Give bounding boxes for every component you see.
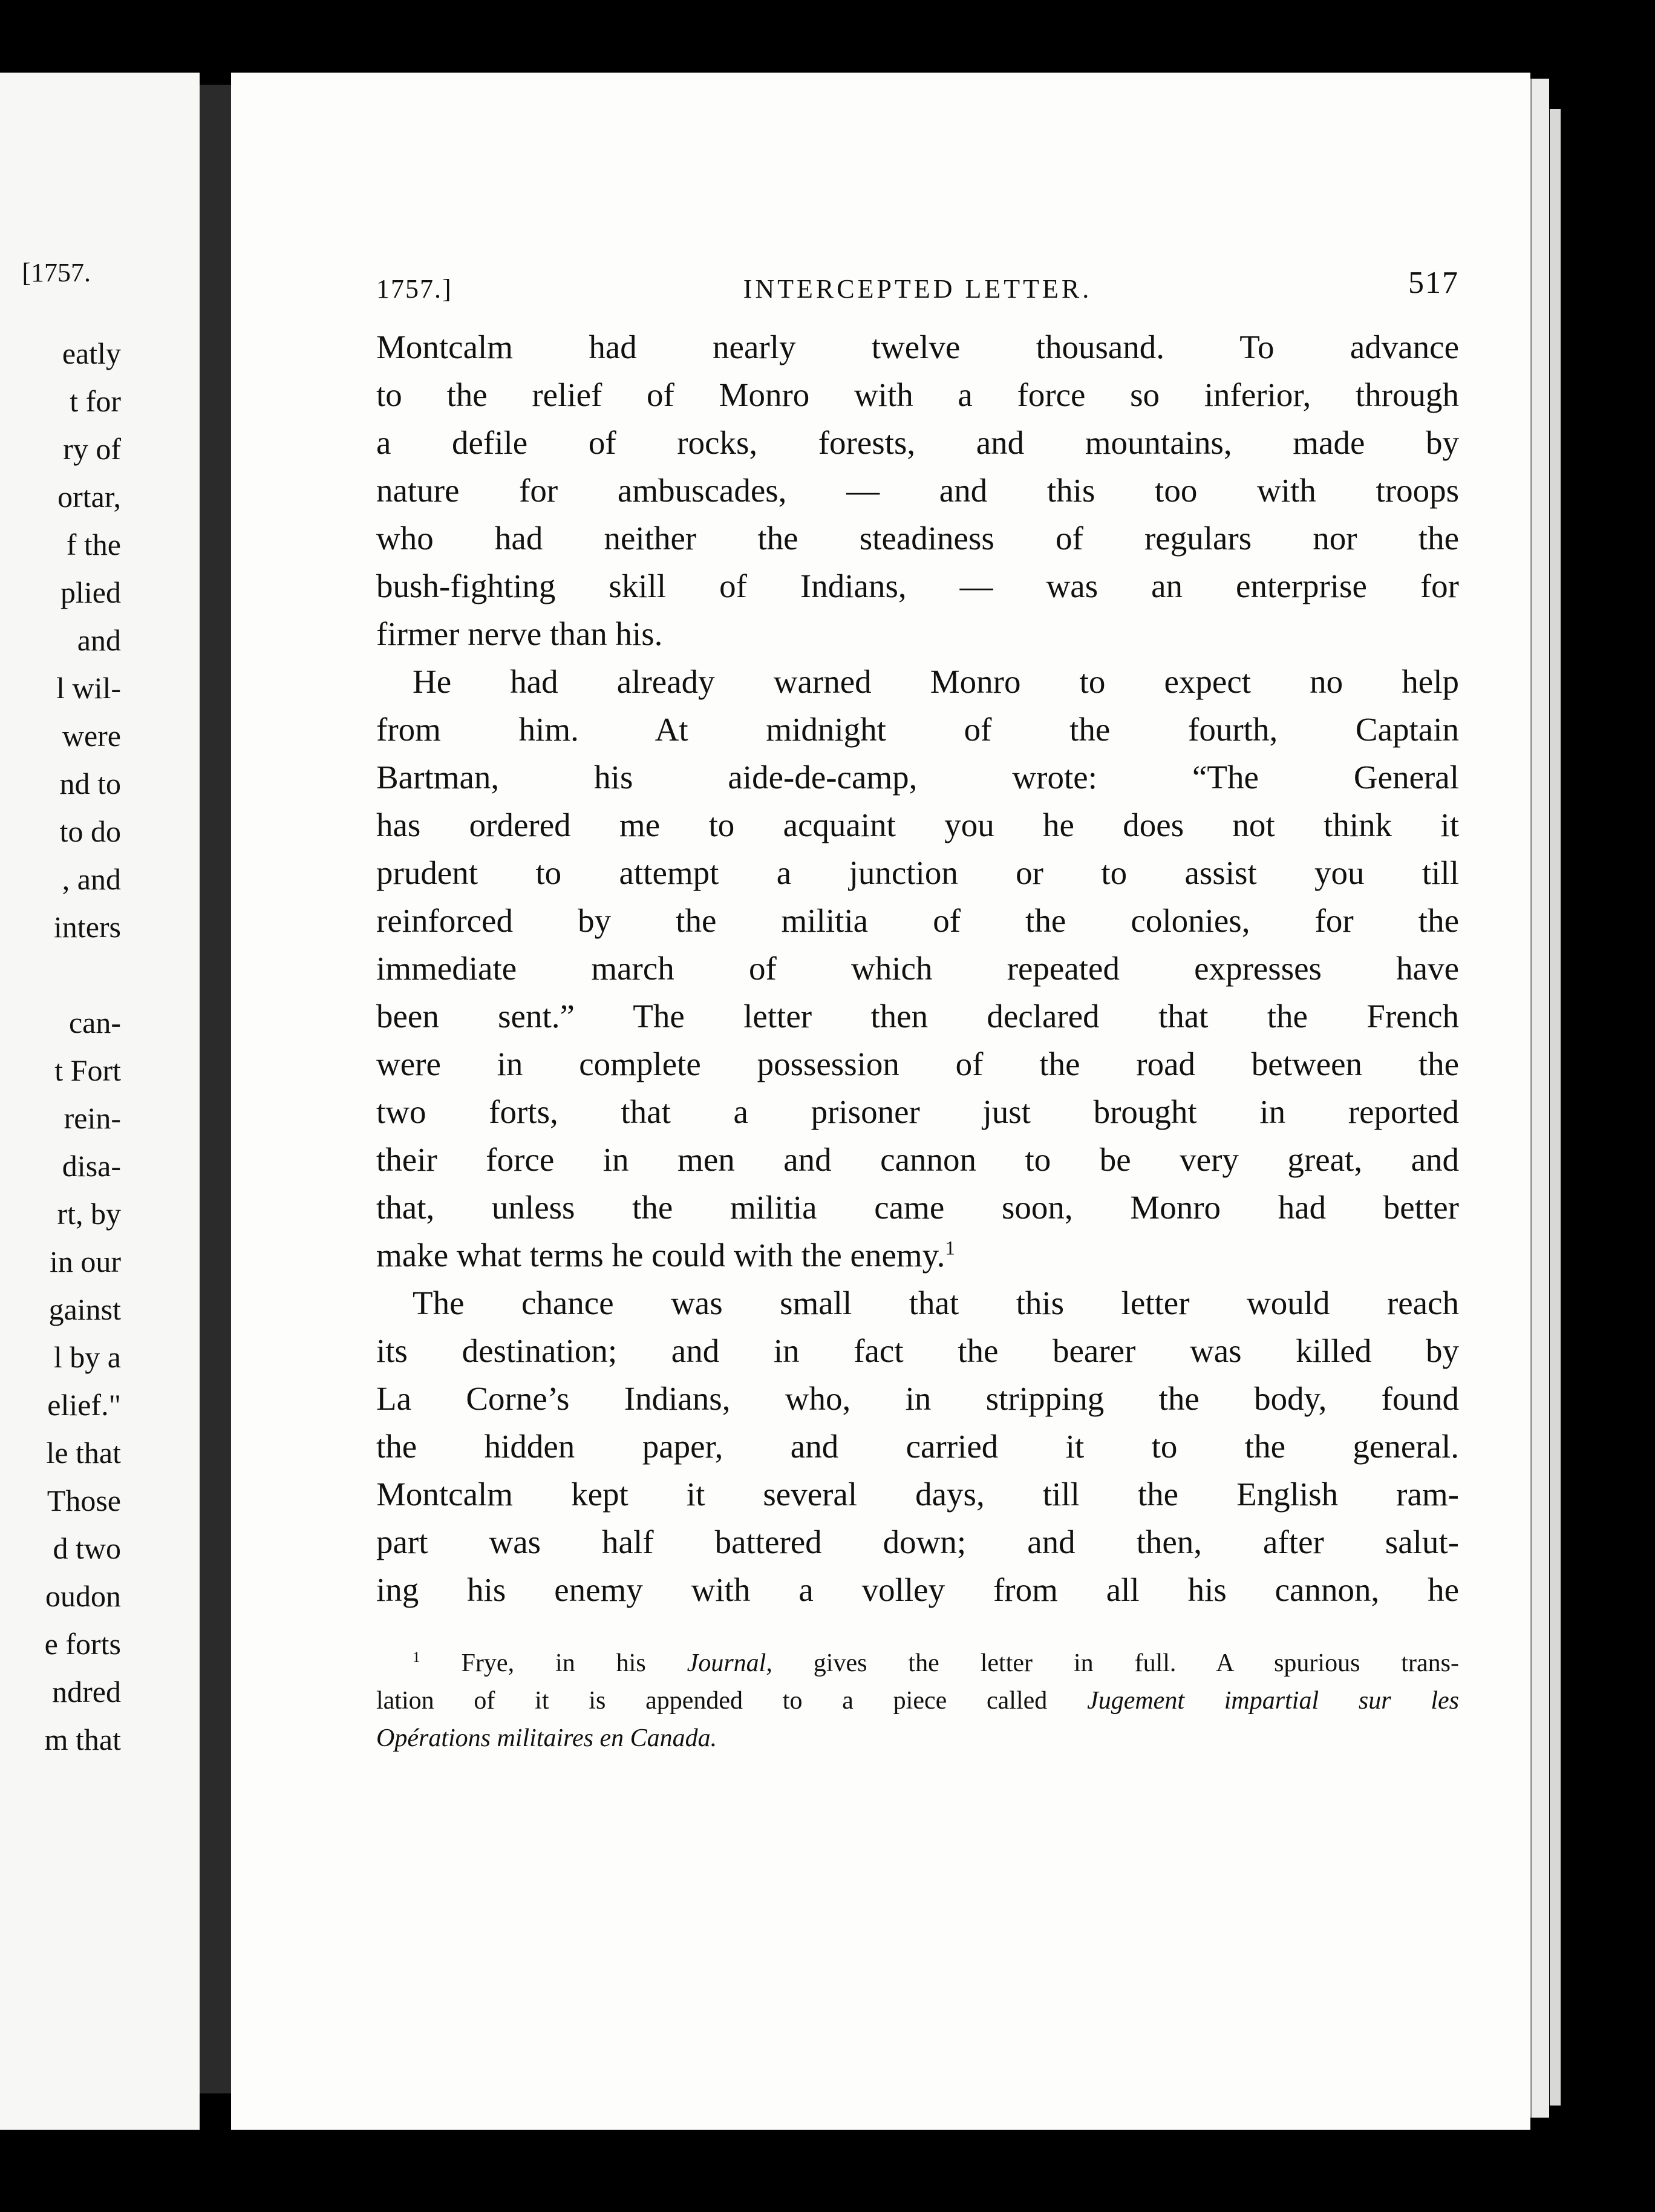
left-page-line: t for — [70, 384, 121, 418]
text-line: La Corne’s Indians, who, in stripping the body, found — [376, 1380, 1459, 1417]
page-edge — [1550, 109, 1561, 2106]
text-line: firmer nerve than his. — [376, 615, 663, 652]
text-line: to the relief of Monro with a force so inferior, through — [376, 376, 1459, 413]
text-line: part was half battered down; and then, after salut- — [376, 1523, 1459, 1560]
running-head — [376, 265, 1459, 307]
left-page-line: in our — [49, 1245, 121, 1278]
text-line: Bartman, his aide-de-camp, wrote: “The General — [376, 759, 1459, 796]
footnote-line — [376, 1644, 1459, 1682]
left-page-line: plied — [60, 575, 121, 609]
left-page-line: m that — [44, 1723, 121, 1756]
left-page-line: can- — [68, 1006, 121, 1039]
left-page-line: Those — [47, 1484, 121, 1517]
left-page-line: rein- — [64, 1101, 121, 1135]
text-line: their force in men and cannon to be very great, and — [376, 1141, 1459, 1178]
left-page-text — [0, 330, 121, 1764]
left-page-line: , and — [62, 862, 121, 896]
footnote — [376, 1644, 1459, 1757]
left-page-line: f the — [66, 528, 121, 561]
footnote-reference: 1 — [945, 1237, 955, 1260]
text-line: He had already warned Monro to expect no help — [413, 663, 1459, 700]
text-line: were in complete possession of the road between the — [376, 1045, 1459, 1082]
text-line: immediate march of which repeated expresses have — [376, 950, 1459, 987]
footnote-italic: Jugement impartial sur les — [1087, 1687, 1460, 1715]
text-line: has ordered me to acquaint you he does not think it — [376, 807, 1459, 843]
left-page-line: t Fort — [54, 1053, 121, 1087]
left-page-line: l by a — [53, 1340, 121, 1374]
left-page-line: disa- — [62, 1149, 121, 1183]
right-page — [231, 73, 1530, 2130]
left-page-line: eatly — [62, 336, 121, 370]
left-page-line: elief." — [47, 1388, 121, 1422]
text-line: make what terms he could with the enemy. — [376, 1237, 945, 1274]
footnote-text: lation of it is appended to a piece called — [376, 1687, 1088, 1715]
running-head-year: 1757.] — [376, 274, 452, 304]
page-number: 517 — [1408, 266, 1459, 300]
left-page-line: ry of — [63, 432, 121, 466]
footnote-line — [376, 1682, 1459, 1720]
running-head-title: INTERCEPTED LETTER. — [743, 274, 1092, 304]
left-page-line: l wil- — [56, 671, 121, 705]
text-line: who had neither the steadiness of regulars nor the — [376, 520, 1459, 557]
left-page-line: and — [77, 623, 121, 657]
text-line: a defile of rocks, forests, and mountains, made by — [376, 424, 1459, 461]
left-page-line: to do — [59, 814, 121, 848]
book-spine — [200, 85, 231, 2093]
left-page-line: rt, by — [57, 1197, 121, 1231]
text-line: ing his enemy with a volley from all his cannon, he — [376, 1571, 1459, 1608]
left-page-header: [1757. — [22, 258, 91, 287]
text-line: that, unless the militia came soon, Monro had better — [376, 1189, 1459, 1226]
page-edge — [1530, 79, 1549, 2118]
text-line-with-note — [376, 1231, 1459, 1279]
footnote-marker: 1 — [413, 1649, 420, 1666]
footnote-italic: Journal, — [687, 1649, 772, 1677]
text-line: bush-fighting skill of Indians, — was an enterprise for — [376, 568, 1459, 604]
text-line: prudent to attempt a junction or to assist you till — [376, 854, 1459, 891]
left-page-line: nd to — [59, 767, 121, 800]
left-page-line: inters — [53, 910, 121, 944]
left-page-line: e forts — [44, 1627, 121, 1661]
footnote-text: Frye, in his — [461, 1649, 687, 1677]
text-line: from him. At midnight of the fourth, Captain — [376, 711, 1459, 748]
left-page-line: were — [62, 719, 121, 753]
left-page-line: le that — [46, 1436, 121, 1470]
left-page-line: gainst — [48, 1292, 121, 1326]
left-page-line: ortar, — [57, 480, 121, 514]
text-line: the hidden paper, and carried it to the general. — [376, 1428, 1459, 1465]
text-line: nature for ambuscades, — and this too with troops — [376, 472, 1459, 509]
text-line: its destination; and in fact the bearer was killed by — [376, 1332, 1459, 1369]
text-line: Montcalm kept it several days, till the English ram- — [376, 1476, 1459, 1513]
left-page-line: ndred — [52, 1675, 121, 1709]
text-line: two forts, that a prisoner just brought in reported — [376, 1093, 1459, 1130]
text-line: been sent.” The letter then declared that the French — [376, 998, 1459, 1035]
text-line: Montcalm had nearly twelve thousand. To advance — [376, 329, 1459, 365]
left-page-line: oudon — [45, 1579, 121, 1613]
body-text — [376, 323, 1459, 1614]
footnote-line: Opérations militaires en Canada. — [376, 1724, 717, 1752]
footnote-text: gives the letter in full. A spurious trans- — [772, 1649, 1460, 1677]
text-line: reinforced by the militia of the colonies, for the — [376, 902, 1459, 939]
left-page-line — [0, 951, 121, 999]
left-page-line: d two — [53, 1531, 121, 1565]
text-line: The chance was small that this letter would reach — [413, 1284, 1459, 1321]
